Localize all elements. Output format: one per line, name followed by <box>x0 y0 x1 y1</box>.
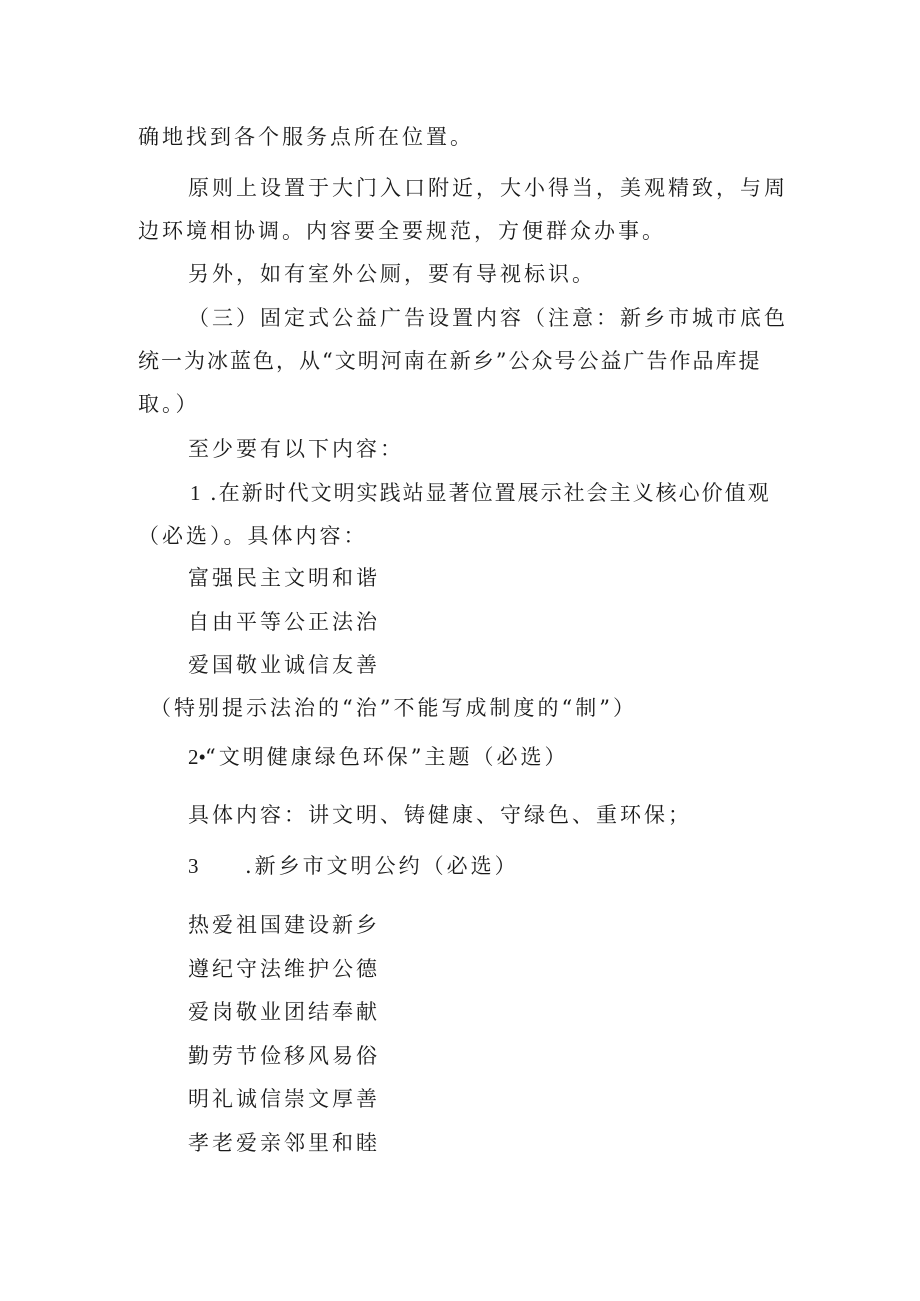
core-value-line: 自由平等公正法治 <box>188 610 380 634</box>
paragraph-line: 边环境相协调。内容要全要规范，方便群众办事。 <box>138 219 666 243</box>
paragraph-line: 至少要有以下内容： <box>188 437 404 461</box>
note-line: （特别提示法治的“治”不能写成制度的“制”） <box>150 696 637 720</box>
convention-line: 孝老爱亲邻里和睦 <box>188 1131 380 1155</box>
item-number: 1 <box>190 481 201 505</box>
item-number: 3 <box>188 854 199 878</box>
paragraph-line: 取。） <box>138 392 200 416</box>
convention-line: 热爱祖国建设新乡 <box>188 913 380 937</box>
item-text: .在新时代文明实践站显著位置展示社会主义核心价值观 <box>210 481 771 505</box>
item-text: .新乡市文明公约（必选） <box>245 854 519 878</box>
core-value-line: 富强民主文明和谐 <box>188 566 380 590</box>
paragraph-line: 统一为冰蓝色，从“文明河南在新乡”公众号公益广告作品库提 <box>138 349 762 373</box>
item-number: 2• <box>188 745 206 769</box>
paragraph-line: 确地找到各个服务点所在位置。 <box>138 125 474 149</box>
convention-line: 爱岗敬业团结奉献 <box>188 1000 380 1024</box>
convention-line: 遵纪守法维护公德 <box>188 957 380 981</box>
section-heading: （三）固定式公益广告设置内容（注意：新乡市城市底色 <box>188 306 788 330</box>
paragraph-line: （必选）。具体内容： <box>138 524 368 548</box>
paragraph-line: 具体内容：讲文明、铸健康、守绿色、重环保； <box>188 803 692 827</box>
convention-line: 勤劳节俭移风易俗 <box>188 1044 380 1068</box>
paragraph-line: 原则上设置于大门入口附近，大小得当，美观精致，与周 <box>188 176 788 200</box>
convention-line: 明礼诚信崇文厚善 <box>188 1087 380 1111</box>
core-value-line: 爱国敬业诚信友善 <box>188 653 380 677</box>
item-text: “文明健康绿色环保”主题（必选） <box>205 745 569 769</box>
paragraph-line: 另外，如有室外公厕，要有导视标识。 <box>188 262 596 286</box>
